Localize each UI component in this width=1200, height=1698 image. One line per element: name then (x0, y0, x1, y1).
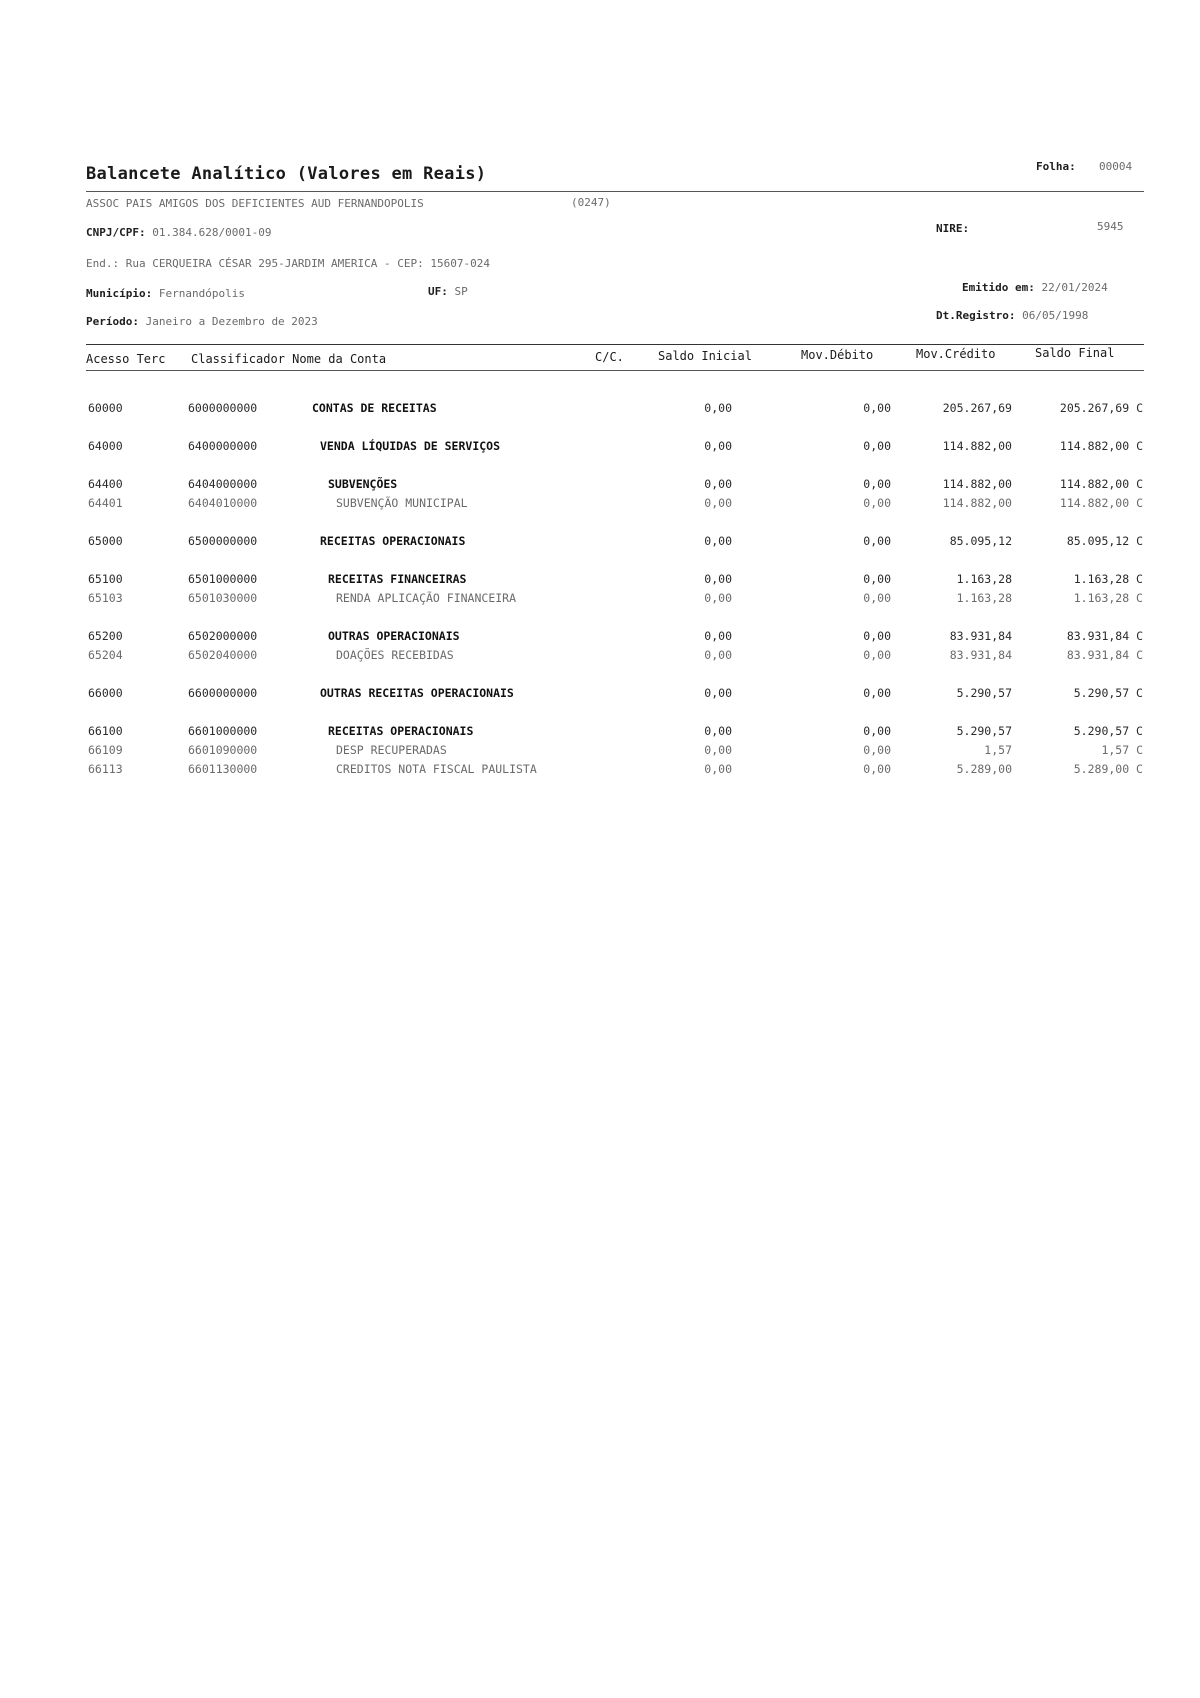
row-mov-debito: 0,00 (863, 477, 891, 491)
row-saldo-inicial: 0,00 (704, 496, 732, 510)
row-saldo-final: 114.882,00 C (1059, 439, 1143, 453)
row-saldo-inicial: 0,00 (704, 724, 732, 738)
row-mov-debito: 0,00 (863, 648, 891, 662)
row-acesso: 66000 (88, 686, 123, 700)
row-saldo-final: 205.267,69 C (1059, 401, 1143, 415)
table-row (0, 534, 1200, 552)
row-nome: CREDITOS NOTA FISCAL PAULISTA (336, 762, 537, 776)
row-saldo-final: 1.163,28 C (1073, 591, 1143, 605)
cnpj-line (86, 226, 271, 239)
row-classificador: 6404000000 (188, 477, 258, 491)
table-row (0, 401, 1200, 419)
row-saldo-final: 1.163,28 C (1073, 572, 1143, 586)
row-acesso: 64401 (88, 496, 123, 510)
table-row (0, 439, 1200, 457)
row-saldo-inicial: 0,00 (704, 629, 732, 643)
table-row (0, 648, 1200, 666)
table-row (0, 629, 1200, 647)
row-classificador: 6400000000 (188, 439, 258, 453)
col-classificador: Classificador Nome da Conta (191, 352, 387, 366)
table-row (0, 743, 1200, 761)
row-mov-debito: 0,00 (863, 572, 891, 586)
row-nome: SUBVENÇÕES (328, 477, 398, 491)
row-saldo-inicial: 0,00 (704, 591, 732, 605)
col-mov-credito: Mov.Crédito (916, 347, 996, 361)
row-nome: DESP RECUPERADAS (336, 743, 447, 757)
col-saldo-final: Saldo Final (1035, 346, 1115, 360)
row-mov-credito: 1.163,28 (956, 591, 1012, 605)
table-row (0, 496, 1200, 514)
row-classificador: 6601130000 (188, 762, 258, 776)
folha-label-text: Folha: (1036, 160, 1076, 173)
col-cc: C/C. (595, 350, 624, 364)
row-mov-debito: 0,00 (863, 496, 891, 510)
row-mov-debito: 0,00 (863, 534, 891, 548)
row-mov-debito: 0,00 (863, 591, 891, 605)
row-saldo-final: 85.095,12 C (1066, 534, 1143, 548)
table-header-bottom-rule (86, 370, 1144, 371)
row-nome: SUBVENÇÃO MUNICIPAL (336, 496, 468, 510)
row-saldo-inicial: 0,00 (704, 686, 732, 700)
row-nome: DOAÇÕES RECEBIDAS (336, 648, 454, 662)
row-saldo-final: 83.931,84 C (1066, 648, 1143, 662)
registro-value: 06/05/1998 (1022, 309, 1089, 322)
table-row (0, 686, 1200, 704)
uf-value: SP (454, 285, 468, 298)
row-nome: CONTAS DE RECEITAS (312, 401, 437, 415)
row-saldo-inicial: 0,00 (704, 762, 732, 776)
emitido-value: 22/01/2024 (1041, 281, 1108, 294)
row-acesso: 64000 (88, 439, 123, 453)
row-nome: RECEITAS OPERACIONAIS (328, 724, 474, 738)
row-acesso: 65100 (88, 572, 123, 586)
row-saldo-final: 5.290,57 C (1073, 724, 1143, 738)
row-saldo-final: 114.882,00 C (1059, 496, 1143, 510)
table-row (0, 591, 1200, 609)
row-classificador: 6000000000 (188, 401, 258, 415)
municipio-line (86, 287, 245, 300)
cnpj-value: 01.384.628/0001-09 (152, 226, 272, 239)
row-acesso: 65000 (88, 534, 123, 548)
entity-code: (0247) (571, 196, 611, 209)
row-mov-credito: 5.290,57 (956, 686, 1012, 700)
row-saldo-final: 1,57 C (1101, 743, 1143, 757)
emitido-line (962, 281, 1108, 294)
row-classificador: 6502040000 (188, 648, 258, 662)
row-saldo-inicial: 0,00 (704, 743, 732, 757)
cnpj-label: CNPJ/CPF: (86, 226, 146, 239)
address-line (86, 257, 490, 270)
row-mov-credito: 205.267,69 (942, 401, 1012, 415)
nire-label: NIRE: (936, 222, 970, 235)
row-saldo-inicial: 0,00 (704, 648, 732, 662)
row-mov-debito: 0,00 (863, 724, 891, 738)
periodo-line (86, 315, 318, 328)
row-mov-credito: 83.931,84 (949, 648, 1012, 662)
row-acesso: 66113 (88, 762, 123, 776)
row-acesso: 60000 (88, 401, 123, 415)
row-saldo-inicial: 0,00 (704, 401, 732, 415)
address-value: Rua CERQUEIRA CÉSAR 295-JARDIM AMERICA - CEP: 15607-024 (125, 257, 490, 270)
uf-label: UF: (428, 285, 448, 298)
table-row (0, 477, 1200, 495)
row-nome: RECEITAS OPERACIONAIS (320, 534, 466, 548)
row-mov-credito: 1,57 (984, 743, 1012, 757)
report-title: Balancete Analítico (Valores em Reais) (86, 164, 487, 184)
folha-value: 00004 (1099, 160, 1133, 173)
row-saldo-final: 114.882,00 C (1059, 477, 1143, 491)
registro-line (936, 309, 1088, 322)
periodo-label: Período: (86, 315, 139, 328)
col-saldo-inicial: Saldo Inicial (658, 349, 752, 363)
folha-label (1036, 160, 1076, 173)
row-saldo-final: 5.290,57 C (1073, 686, 1143, 700)
row-nome: RECEITAS FINANCEIRAS (328, 572, 467, 586)
row-classificador: 6500000000 (188, 534, 258, 548)
row-saldo-inicial: 0,00 (704, 477, 732, 491)
table-row (0, 762, 1200, 780)
row-saldo-inicial: 0,00 (704, 572, 732, 586)
row-mov-credito: 5.289,00 (956, 762, 1012, 776)
uf-line (428, 285, 468, 298)
row-classificador: 6600000000 (188, 686, 258, 700)
row-mov-debito: 0,00 (863, 762, 891, 776)
row-nome: OUTRAS OPERACIONAIS (328, 629, 460, 643)
row-mov-credito: 114.882,00 (942, 439, 1012, 453)
row-saldo-inicial: 0,00 (704, 534, 732, 548)
row-acesso: 64400 (88, 477, 123, 491)
row-acesso: 65200 (88, 629, 123, 643)
row-classificador: 6501030000 (188, 591, 258, 605)
row-mov-debito: 0,00 (863, 629, 891, 643)
row-mov-credito: 1.163,28 (956, 572, 1012, 586)
row-acesso: 66100 (88, 724, 123, 738)
nire-value: 5945 (1097, 220, 1124, 233)
municipio-label: Município: (86, 287, 153, 300)
registro-label: Dt.Registro: (936, 309, 1016, 322)
municipio-value: Fernandópolis (158, 287, 245, 300)
emitido-label: Emitido em: (962, 281, 1035, 294)
row-acesso: 65204 (88, 648, 123, 662)
row-acesso: 65103 (88, 591, 123, 605)
row-classificador: 6601000000 (188, 724, 258, 738)
row-classificador: 6502000000 (188, 629, 258, 643)
table-row (0, 572, 1200, 590)
row-nome: OUTRAS RECEITAS OPERACIONAIS (320, 686, 514, 700)
title-divider (86, 191, 1144, 192)
col-acesso: Acesso Terc (86, 352, 166, 366)
row-mov-credito: 114.882,00 (942, 496, 1012, 510)
row-saldo-final: 5.289,00 C (1073, 762, 1143, 776)
col-mov-debito: Mov.Débito (801, 348, 874, 362)
periodo-value: Janeiro a Dezembro de 2023 (145, 315, 318, 328)
row-classificador: 6404010000 (188, 496, 258, 510)
row-mov-debito: 0,00 (863, 743, 891, 757)
row-classificador: 6501000000 (188, 572, 258, 586)
row-classificador: 6601090000 (188, 743, 258, 757)
address-label: End.: (86, 257, 120, 270)
row-nome: RENDA APLICAÇÃO FINANCEIRA (336, 591, 517, 605)
row-mov-credito: 85.095,12 (949, 534, 1012, 548)
row-saldo-final: 83.931,84 C (1066, 629, 1143, 643)
table-header-top-rule (86, 344, 1144, 345)
row-mov-credito: 83.931,84 (949, 629, 1012, 643)
row-acesso: 66109 (88, 743, 123, 757)
row-mov-debito: 0,00 (863, 439, 891, 453)
row-nome: VENDA LÍQUIDAS DE SERVIÇOS (320, 439, 501, 453)
table-row (0, 724, 1200, 742)
entity-name: ASSOC PAIS AMIGOS DOS DEFICIENTES AUD FERNANDOPOLIS (86, 197, 424, 210)
row-mov-debito: 0,00 (863, 686, 891, 700)
row-mov-debito: 0,00 (863, 401, 891, 415)
row-mov-credito: 5.290,57 (956, 724, 1012, 738)
row-saldo-inicial: 0,00 (704, 439, 732, 453)
row-mov-credito: 114.882,00 (942, 477, 1012, 491)
